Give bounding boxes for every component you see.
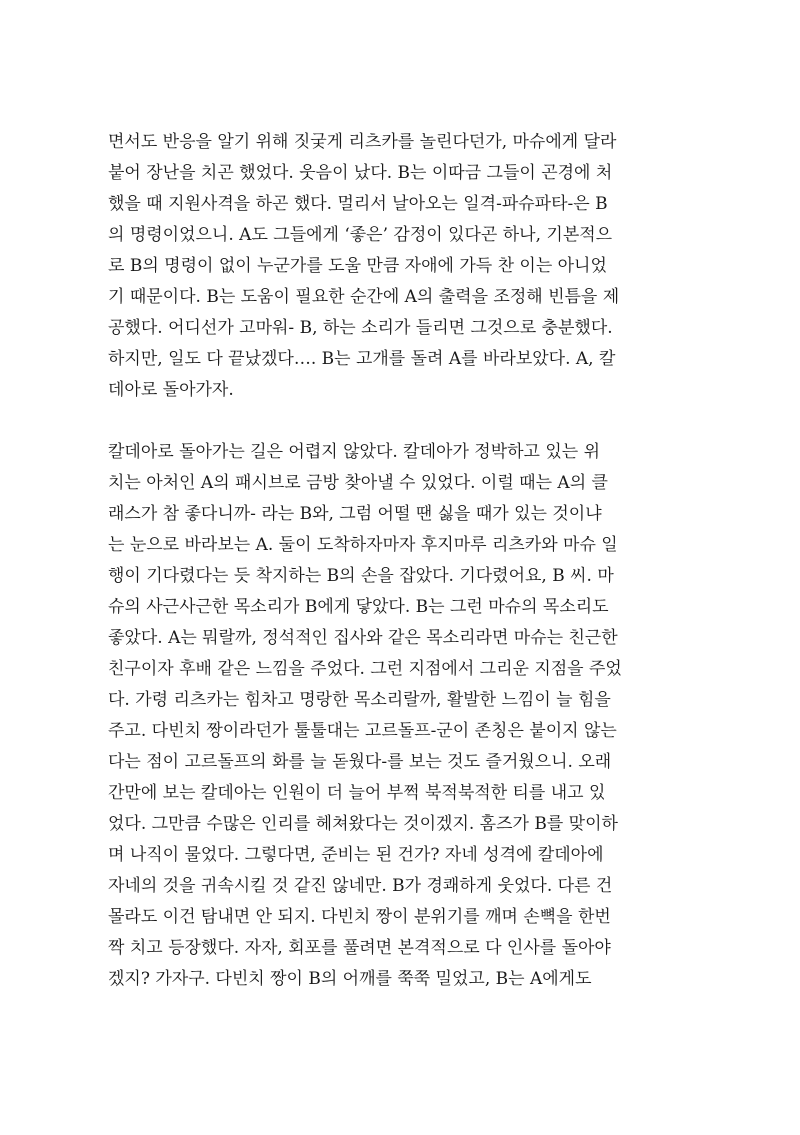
text-line: 는 눈으로 바라보는 A. 둘이 도착하자마자 후지마루 리츠카와 마슈 일: [108, 535, 618, 555]
text-line: 치는 아처인 A의 패시브로 금방 찾아낼 수 있었다. 이럴 때는 A의 클: [108, 473, 608, 493]
text-line: 의 명령이었으니. A도 그들에게 ‘좋은’ 감정이 있다곤 하나, 기본적으: [108, 225, 613, 245]
text-line: 주고. 다빈치 짱이라던가 툴툴대는 고르돌프-군이 존칭은 붙이지 않는: [108, 721, 617, 741]
text-line: 하지만, 일도 다 끝났겠다…. B는 고개를 돌려 A를 바라보았다. A, 칼: [108, 349, 616, 369]
paragraph-1: [108, 127, 698, 406]
text-line: 며 나직이 물었다. 그렇다면, 준비는 된 건가? 자네 성격에 칼데아에: [108, 845, 604, 865]
text-line: 다는 점이 고르돌프의 화를 늘 돋웠다-를 보는 것도 즐거웠으니. 오래: [108, 752, 612, 772]
text-line: 슈의 사근사근한 목소리가 B에게 닿았다. B는 그런 마슈의 목소리도: [108, 597, 609, 617]
text-line: 짝 치고 등장했다. 자자, 회포를 풀려면 본격적으로 다 인사를 돌아야: [108, 938, 611, 958]
text-line: 붙어 장난을 치곤 했었다. 웃음이 났다. B는 이따금 그들이 곤경에 처: [108, 163, 613, 183]
text-line: 자네의 것을 귀속시킬 것 같진 않네만. B가 경쾌하게 웃었다. 다른 건: [108, 876, 613, 896]
text-line: 다. 가령 리츠카는 힘차고 명랑한 목소리랄까, 활발한 느낌이 늘 힘을: [108, 690, 611, 710]
text-line: 면서도 반응을 알기 위해 짓궂게 리츠카를 놀린다던가, 마슈에게 달라: [108, 132, 617, 152]
text-line: 겠지? 가자구. 다빈치 짱이 B의 어깨를 쭉쭉 밀었고, B는 A에게도: [108, 969, 592, 989]
body-text: [108, 127, 698, 995]
text-line: 간만에 보는 칼데아는 인원이 더 늘어 부쩍 북적북적한 티를 내고 있: [108, 783, 606, 803]
text-line: 공했다. 어디선가 고마워- B, 하는 소리가 들리면 그것으로 충분했다.: [108, 318, 613, 338]
text-line: 데아로 돌아가자.: [108, 380, 234, 400]
text-line: 기 때문이다. B는 도움이 필요한 순간에 A의 출력을 조정해 빈틈을 제: [108, 287, 620, 307]
text-line: 친구이자 후배 같은 느낌을 주었다. 그런 지점에서 그리운 지점을 주었: [108, 659, 622, 679]
text-line: 행이 기다렸다는 듯 착지하는 B의 손을 잡았다. 기다렸어요, B 씨. 마: [108, 566, 614, 586]
text-line: 했을 때 지원사격을 하곤 했다. 멀리서 날아오는 일격-파슈파타-은 B: [108, 194, 608, 214]
text-line: 래스가 참 좋다니까- 라는 B와, 그럼 어떨 땐 싫을 때가 있는 것이냐: [108, 504, 602, 524]
paragraph-2: [108, 437, 698, 995]
text-line: 좋았다. A는 뭐랄까, 정석적인 집사와 같은 목소리라면 마슈는 친근한: [108, 628, 618, 648]
text-line: 칼데아로 돌아가는 길은 어렵지 않았다. 칼데아가 정박하고 있는 위: [108, 442, 601, 462]
text-line: 었다. 그만큼 수많은 인리를 헤쳐왔다는 것이겠지. 홈즈가 B를 맞이하: [108, 814, 618, 834]
text-line: 로 B의 명령이 없이 누군가를 도울 만큼 자애에 가득 찬 이는 아니었: [108, 256, 607, 276]
text-line: 몰라도 이건 탐내면 안 되지. 다빈치 짱이 분위기를 깨며 손뼉을 한번: [108, 907, 611, 927]
paragraph-gap: [108, 406, 698, 437]
